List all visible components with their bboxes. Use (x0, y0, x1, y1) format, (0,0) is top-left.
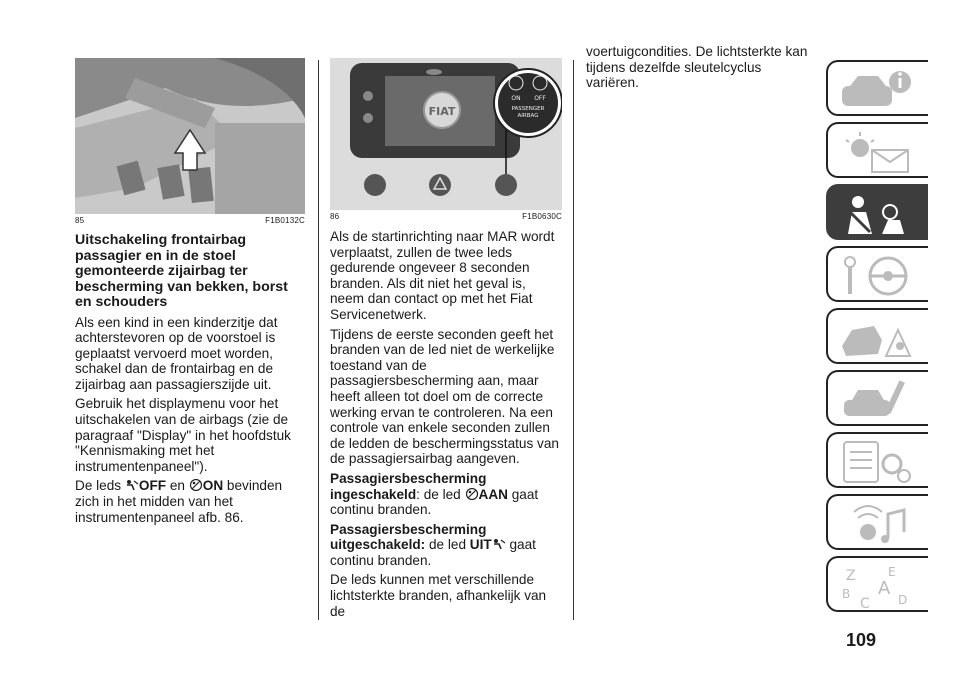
tab-warning-lights[interactable] (826, 122, 928, 178)
callout-off-label: OFF (534, 95, 546, 102)
technical-data-icon (838, 440, 918, 484)
airbag-on-icon (189, 479, 203, 491)
column-1 (75, 58, 305, 529)
brand-logo: FIAT (428, 105, 456, 118)
paragraph: De leds OFF en ON bevinden zich in het midden van het instrumentenpaneel afb. 86. (75, 478, 283, 525)
figure-number: 85 (75, 216, 85, 225)
paragraph: Gebruik het displaymenu voor het uitschakelen van de airbags (zie de paragraaf "Display" in het hoofdstuk "Kennismaking met het instrumentenpaneel"). (75, 396, 291, 474)
paragraph: De leds kunnen met verschillende lichtsterkte branden, afhankelijk van de (330, 572, 547, 619)
paragraph: Passagiersbescherming uitgeschakeld: de led UIT gaat continu branden. (330, 521, 536, 568)
paragraph: voertuigcondities. De lichtsterkte kan tijdens dezelfde sleutelcyclus variëren. (586, 44, 808, 91)
paragraph: Als een kind in een kinderzitje dat achterstevoren op de voorstoel is geplaatst vervoerd moet worden, schakel dan de frontairbag en de zijairbag aan passagierszijde uit. (75, 314, 278, 392)
svg-text:D: D (898, 593, 908, 607)
tab-maintenance[interactable] (826, 370, 928, 426)
airbag-off-icon (492, 538, 506, 550)
callout-airbag-label: AIRBAG (517, 113, 539, 119)
maintenance-icon (838, 378, 918, 422)
tab-car-info[interactable] (826, 60, 928, 116)
dashboard-display-illustration (330, 58, 562, 210)
multimedia-icon (838, 502, 918, 546)
key-steering-icon (838, 254, 918, 298)
column-2 (330, 58, 562, 623)
svg-text:C: C (860, 596, 870, 608)
callout-on-label: ON (511, 95, 521, 102)
airbag-on-icon (465, 488, 479, 500)
index-icon (838, 564, 918, 608)
column-divider (573, 60, 574, 620)
column-3 (586, 44, 811, 95)
svg-text:E: E (888, 565, 896, 579)
figure-85-caption (75, 216, 305, 225)
svg-text:A: A (878, 578, 891, 599)
paragraph: Passagiersbescherming ingeschakeld: de led AAN gaat continu branden. (330, 470, 539, 518)
figure-86 (330, 58, 562, 210)
paragraph: Als de startinrichting naar MAR wordt verplaatst, zullen de twee leds gedurende ongeveer 8 seconden branden. Als dit niet het geval is, neem dan contact op met het Fiat Servicenetwerk. (330, 229, 555, 322)
svg-text:B: B (842, 587, 851, 601)
figure-85 (75, 58, 305, 214)
figure-code: F1B0132C (265, 216, 305, 225)
seatbelt-airbag-icon (838, 192, 918, 236)
airbag-off-icon (125, 479, 139, 491)
tab-technical-data[interactable] (826, 432, 928, 488)
figure-code: F1B0630C (522, 212, 562, 221)
paragraph: Tijdens de eerste seconden geeft het branden van de led niet de werkelijke toestand van de passagiersbescherming aan, maar heeft alleen tot doel om de correcte werking ervan te controleren. Na een controle van enkele seconden zullen de ledden de beschermingsstatus van de passagiersairbag aangeven. (330, 326, 559, 467)
tab-starting-driving[interactable] (826, 246, 928, 302)
tab-multimedia[interactable] (826, 494, 928, 550)
svg-text:Z: Z (846, 568, 856, 584)
callout-passenger-label: PASSENGER (511, 106, 545, 112)
warning-light-icon (838, 130, 918, 174)
tab-safety[interactable] (826, 184, 928, 240)
tab-emergency[interactable] (826, 308, 928, 364)
chapter-tabs (826, 60, 928, 618)
breakdown-icon (838, 316, 918, 360)
section-heading: Uitschakeling frontairbag passagier en in de stoel gemonteerde zijairbag ter bescherming van bekken, borst en schouders (75, 232, 288, 310)
tab-index[interactable] (826, 556, 928, 612)
figure-number: 86 (330, 212, 340, 221)
footwell-pedals-illustration (75, 58, 305, 214)
column-divider (318, 60, 319, 620)
figure-86-caption (330, 212, 562, 221)
car-info-icon (838, 68, 918, 112)
page-number: 109 (846, 630, 877, 650)
